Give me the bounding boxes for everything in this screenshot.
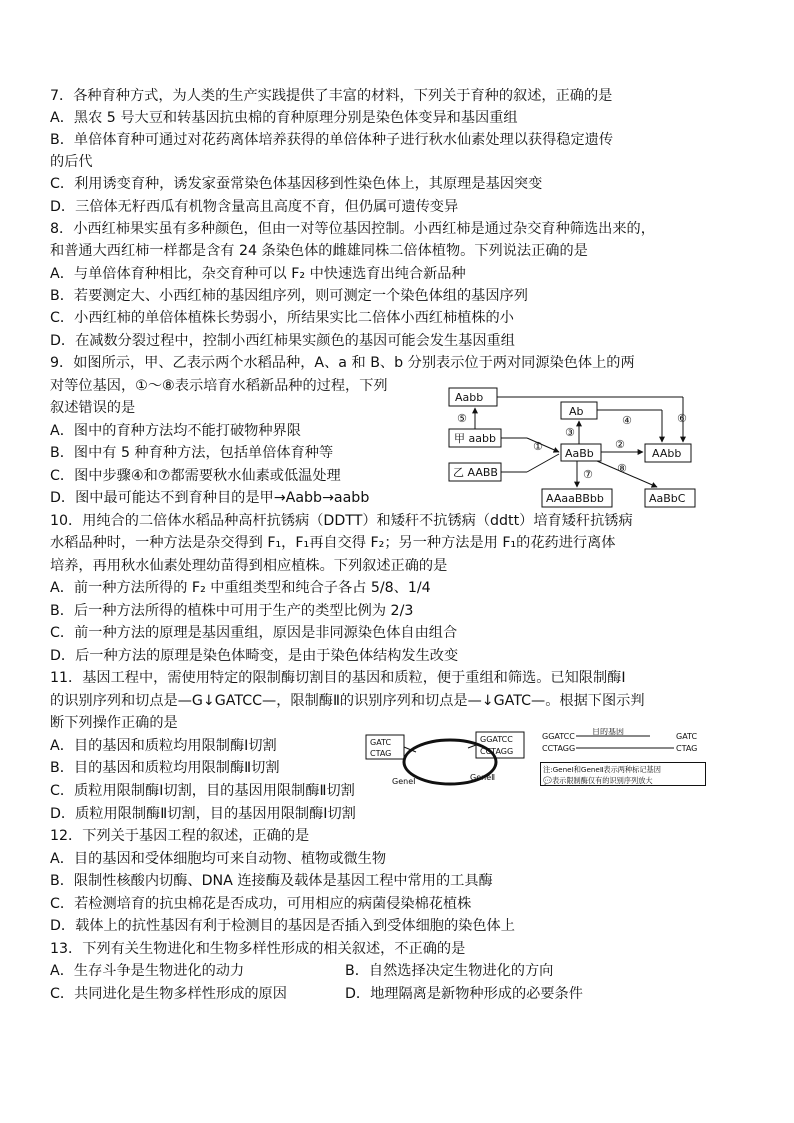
q11-stem-cont: 的识别序列和切点是—G↓GATCC—，限制酶Ⅱ的识别序列和切点是—↓GATC—。根据下图示判 bbox=[50, 693, 645, 709]
target-gene-label: 目的基因 bbox=[592, 728, 624, 736]
plasmid-cctagg: CCTAGG bbox=[480, 747, 514, 756]
step-6: ⑥ bbox=[677, 412, 687, 425]
plasmid-diagram bbox=[364, 730, 536, 788]
q11-option-a: A．目的基因和质粒均用限制酶Ⅰ切割 bbox=[50, 738, 277, 754]
step-2: ② bbox=[615, 438, 625, 451]
label-jia: 甲 aabb bbox=[454, 432, 496, 445]
q8-option-a: A．与单倍体育种相比，杂交育种可以 F₂ 中快速选育出纯合新品种 bbox=[50, 266, 466, 282]
q9-option-c: C．图中步骤④和⑦都需要秋水仙素或低温处理 bbox=[50, 468, 341, 484]
q13-option-b: B．自然选择决定生物进化的方向 bbox=[345, 963, 554, 979]
q7-option-b-cont: 的后代 bbox=[50, 154, 93, 170]
q7-stem: 7．各种育种方式，为人类的生产实践提供了丰富的材料，下列关于育种的叙述，正确的是 bbox=[50, 88, 613, 104]
q10-stem-cont2: 培养，再用秋水仙素处理幼苗得到相应植株。下列叙述正确的是 bbox=[50, 558, 448, 574]
plasmid-gene1: GeneⅠ bbox=[392, 777, 416, 786]
q10-stem-cont: 水稻品种时，一种方法是杂交得到 F₁，F₁再自交得 F₂；另一种方法是用 F₁的花药进行离体 bbox=[50, 535, 616, 551]
target-gatc: GATC bbox=[676, 732, 698, 741]
q7-option-c: C．利用诱变育种，诱发家蚕常染色体基因移到性染色体上，其原理是基因突变 bbox=[50, 176, 543, 192]
speech-bubble-icon: 💬 bbox=[543, 776, 552, 785]
label-aabb-mid: AaBb bbox=[565, 447, 594, 460]
q13-option-a: A．生存斗争是生物进化的动力 bbox=[50, 963, 245, 979]
q9-option-a: A．图中的育种方法均不能打破物种界限 bbox=[50, 423, 301, 439]
q8-stem-cont: 和普通大西红柿一样都是含有 24 条染色体的雌雄同株二倍体植物。下列说法正确的是 bbox=[50, 243, 588, 259]
label-aabb-top: Aabb bbox=[455, 391, 484, 404]
q8-option-c: C．小西红柿的单倍体植株长势弱小，所结果实比二倍体小西红柿植株的小 bbox=[50, 310, 514, 326]
q11-option-b: B．目的基因和质粒均用限制酶Ⅱ切割 bbox=[50, 760, 280, 776]
q8-option-d: D．在减数分裂过程中，控制小西红柿果实颜色的基因可能会发生基因重组 bbox=[50, 333, 515, 349]
target-ggatcc: GGATCC bbox=[542, 732, 575, 741]
q9-option-d: D．图中最可能达不到育种目的是甲→Aabb→aabb bbox=[50, 490, 370, 506]
q9-stem: 9．如图所示，甲、乙表示两个水稻品种，A、a 和 B、b 分别表示位于两对同源染色体上的两 bbox=[50, 355, 635, 371]
q10-option-b: B．后一种方法所得的植株中可用于生产的类型比例为 2/3 bbox=[50, 603, 414, 619]
target-gene-diagram bbox=[540, 728, 708, 788]
step-7: ⑦ bbox=[583, 468, 593, 481]
q8-option-b: B．若要测定大、小西红柿的基因组序列，则可测定一个染色体组的基因序列 bbox=[50, 288, 528, 304]
plasmid-gatc: GATC bbox=[370, 738, 392, 747]
q13-option-c: C．共同进化是生物多样性形成的原因 bbox=[50, 986, 287, 1002]
q10-option-d: D．后一种方法的原理是染色体畸变，是由于染色体结构发生改变 bbox=[50, 648, 459, 664]
q13-stem: 13．下列有关生物进化和生物多样性形成的相关叙述，不正确的是 bbox=[50, 941, 466, 957]
q12-stem: 12．下列关于基因工程的叙述，正确的是 bbox=[50, 828, 310, 844]
q11-option-c: C．质粒用限制酶Ⅰ切割，目的基因用限制酶Ⅱ切割 bbox=[50, 783, 355, 799]
note-line-2 bbox=[543, 775, 703, 786]
plasmid-gene2: GeneⅡ bbox=[470, 773, 496, 782]
q10-stem: 10．用纯合的二倍体水稻品种高杆抗锈病（DDTT）和矮秆不抗锈病（ddtt）培育矮秆抗锈病 bbox=[50, 513, 633, 529]
q9-option-b: B．图中有 5 种育种方法，包括单倍体育种等 bbox=[50, 445, 334, 461]
note-line-1: 注:GeneⅠ和GeneⅡ表示两种标记基因 bbox=[543, 765, 661, 774]
q11-stem: 11．基因工程中，需使用特定的限制酶切割目的基因和质粒，便于重组和筛选。已知限制酶Ⅰ bbox=[50, 670, 626, 686]
q8-stem: 8．小西红柿果实虽有多种颜色，但由一对等位基因控制。小西红柿是通过杂交育种筛选出来的， bbox=[50, 221, 655, 237]
q12-option-b: B．限制性核酸内切酶、DNA 连接酶及载体是基因工程中常用的工具酶 bbox=[50, 873, 493, 889]
target-ctag: CTAG bbox=[676, 744, 698, 753]
breeding-diagram bbox=[447, 386, 697, 512]
note-line-2-text: 表示限制酶仅有的识别序列放大 bbox=[551, 776, 653, 785]
q9-stem-cont: 对等位基因，①～⑧表示培育水稻新品种的过程，下列 bbox=[50, 378, 388, 394]
q10-option-a: A．前一种方法所得的 F₂ 中重组类型和纯合子各占 5/8、1/4 bbox=[50, 580, 431, 596]
step-5: ⑤ bbox=[457, 412, 467, 425]
figure-note bbox=[540, 762, 706, 786]
label-aabb-right: AAbb bbox=[652, 447, 682, 460]
step-3: ③ bbox=[565, 426, 575, 439]
q11-stem-cont2: 断下列操作正确的是 bbox=[50, 715, 178, 731]
target-gene-strands bbox=[540, 728, 708, 762]
q7-option-b: B．单倍体育种可通过对花药离体培养获得的单倍体种子进行秋水仙素处理以获得稳定遗传 bbox=[50, 132, 614, 148]
label-ab: Ab bbox=[569, 405, 584, 418]
q7-option-a: A．黑农 5 号大豆和转基因抗虫棉的育种原理分别是染色体变异和基因重组 bbox=[50, 110, 518, 126]
label-yi: 乙 AABB bbox=[453, 466, 498, 479]
step-1: ① bbox=[533, 440, 543, 453]
q10-option-c: C．前一种方法的原理是基因重组，原因是非同源染色体自由组合 bbox=[50, 625, 458, 641]
q7-option-d: D．三倍体无籽西瓜有机物含量高且高度不育，但仍属可遗传变异 bbox=[50, 199, 459, 215]
q13-option-d: D．地理隔离是新物种形成的必要条件 bbox=[345, 986, 583, 1002]
q9-stem-cont2: 叙述错误的是 bbox=[50, 400, 136, 416]
label-aaaabbbb: AAaaBBbb bbox=[546, 492, 604, 505]
q11-option-d: D．质粒用限制酶Ⅱ切割，目的基因用限制酶Ⅰ切割 bbox=[50, 806, 356, 822]
q12-option-c: C．若检测培育的抗虫棉花是否成功，可用相应的病菌侵染棉花植株 bbox=[50, 896, 472, 912]
q12-option-d: D．载体上的抗性基因有利于检测目的基因是否插入到受体细胞的染色体上 bbox=[50, 918, 515, 934]
step-8: ⑧ bbox=[617, 462, 627, 475]
label-aabbc: AaBbC bbox=[649, 492, 686, 505]
step-4: ④ bbox=[622, 414, 632, 427]
q12-option-a: A．目的基因和受体细胞均可来自动物、植物或微生物 bbox=[50, 851, 387, 867]
plasmid-ctag: CTAG bbox=[370, 749, 392, 758]
plasmid-ggatcc: GGATCC bbox=[480, 735, 513, 744]
target-cctagg: CCTAGG bbox=[542, 744, 576, 753]
